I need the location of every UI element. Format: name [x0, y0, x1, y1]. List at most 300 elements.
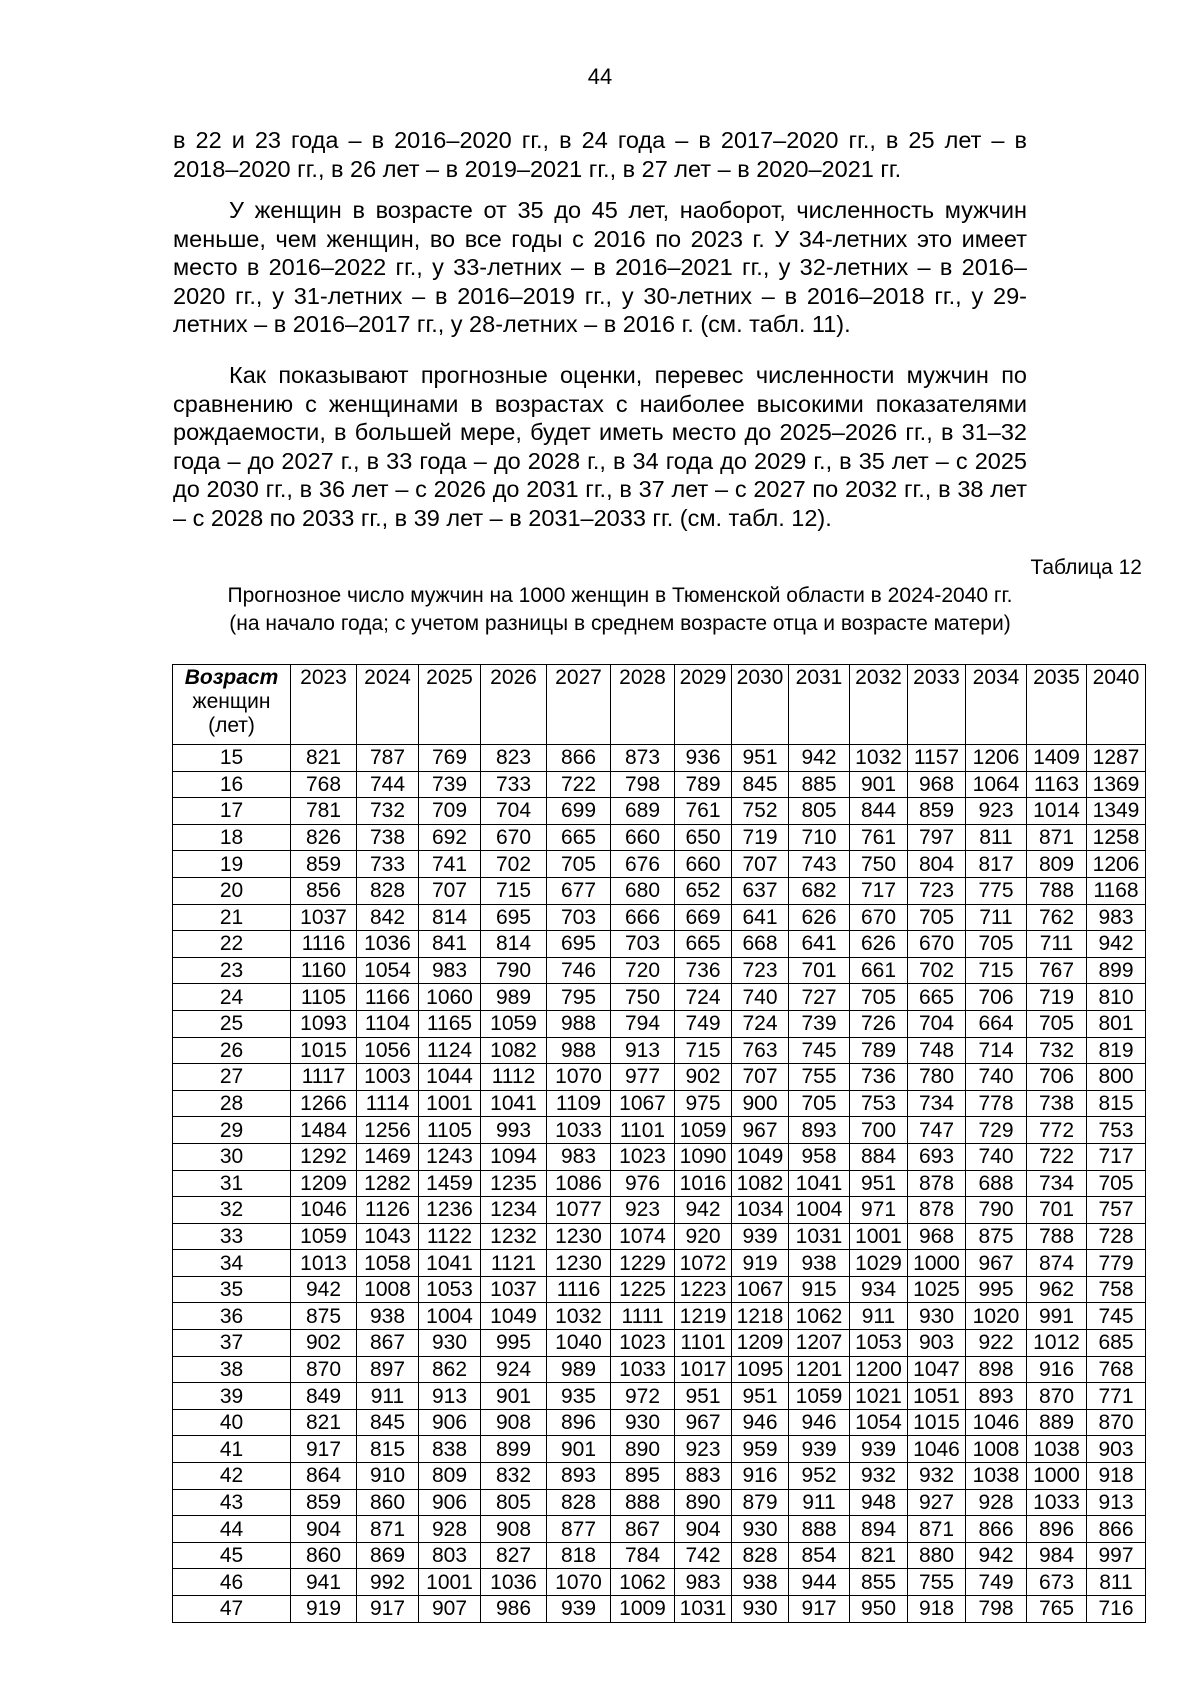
value-cell: 750 — [611, 984, 675, 1011]
value-cell: 1041 — [481, 1090, 547, 1117]
year-header: 2026 — [481, 665, 547, 745]
value-cell: 867 — [611, 1516, 675, 1543]
value-cell: 677 — [547, 877, 611, 904]
value-cell: 932 — [908, 1463, 966, 1490]
value-cell: 761 — [850, 824, 908, 851]
value-cell: 701 — [789, 957, 850, 984]
value-cell: 626 — [850, 931, 908, 958]
value-cell: 1044 — [419, 1064, 481, 1091]
value-cell: 1258 — [1087, 824, 1146, 851]
value-cell: 1062 — [611, 1569, 675, 1596]
value-cell: 1206 — [1087, 851, 1146, 878]
value-cell: 897 — [357, 1356, 419, 1383]
value-cell: 1029 — [850, 1250, 908, 1277]
value-cell: 1000 — [1027, 1463, 1087, 1490]
value-cell: 896 — [1027, 1516, 1087, 1543]
table-row — [173, 1463, 1146, 1490]
value-cell: 917 — [357, 1596, 419, 1623]
forecast-table — [172, 664, 1146, 1623]
value-cell: 1016 — [675, 1170, 732, 1197]
value-cell: 967 — [675, 1409, 732, 1436]
value-cell: 889 — [1027, 1409, 1087, 1436]
table-row — [173, 1303, 1146, 1330]
value-cell: 877 — [547, 1516, 611, 1543]
value-cell: 665 — [547, 824, 611, 851]
value-cell: 995 — [481, 1330, 547, 1357]
age-cell: 42 — [173, 1463, 291, 1490]
table-caption: Прогнозное число мужчин на 1000 женщин в Тюменской области в 2024-2040 гг. — [227, 584, 1013, 607]
value-cell: 789 — [850, 1037, 908, 1064]
value-cell: 705 — [547, 851, 611, 878]
table-body — [173, 745, 1146, 1623]
age-cell: 23 — [173, 957, 291, 984]
value-cell: 991 — [1027, 1303, 1087, 1330]
value-cell: 1036 — [481, 1569, 547, 1596]
table-row — [173, 1276, 1146, 1303]
value-cell: 1201 — [789, 1356, 850, 1383]
year-header: 2023 — [291, 665, 357, 745]
value-cell: 1031 — [789, 1223, 850, 1250]
value-cell: 818 — [547, 1542, 611, 1569]
value-cell: 871 — [1027, 824, 1087, 851]
value-cell: 1409 — [1027, 745, 1087, 772]
value-cell: 894 — [850, 1516, 908, 1543]
value-cell: 983 — [1087, 904, 1146, 931]
value-cell: 701 — [1027, 1197, 1087, 1224]
value-cell: 874 — [1027, 1250, 1087, 1277]
value-cell: 1036 — [357, 931, 419, 958]
value-cell: 946 — [789, 1409, 850, 1436]
value-cell: 875 — [966, 1223, 1027, 1250]
value-cell: 670 — [481, 824, 547, 851]
value-cell: 968 — [908, 1223, 966, 1250]
value-cell: 988 — [547, 1037, 611, 1064]
value-cell: 854 — [789, 1542, 850, 1569]
value-cell: 706 — [966, 984, 1027, 1011]
value-cell: 898 — [966, 1356, 1027, 1383]
age-cell: 30 — [173, 1143, 291, 1170]
value-cell: 903 — [908, 1330, 966, 1357]
value-cell: 1484 — [291, 1117, 357, 1144]
value-cell: 972 — [611, 1383, 675, 1410]
value-cell: 986 — [481, 1596, 547, 1623]
value-cell: 827 — [481, 1542, 547, 1569]
value-cell: 788 — [1027, 1223, 1087, 1250]
value-cell: 890 — [675, 1489, 732, 1516]
value-cell: 798 — [966, 1596, 1027, 1623]
value-cell: 828 — [732, 1542, 789, 1569]
value-cell: 883 — [675, 1463, 732, 1490]
table-row — [173, 1143, 1146, 1170]
value-cell: 1086 — [547, 1170, 611, 1197]
value-cell: 711 — [1027, 931, 1087, 958]
table-row — [173, 824, 1146, 851]
table-row — [173, 1356, 1146, 1383]
value-cell: 841 — [419, 931, 481, 958]
value-cell: 1046 — [908, 1436, 966, 1463]
value-cell: 704 — [481, 798, 547, 825]
value-cell: 1209 — [732, 1330, 789, 1357]
value-cell: 768 — [1087, 1356, 1146, 1383]
table-row — [173, 1064, 1146, 1091]
value-cell: 670 — [908, 931, 966, 958]
age-cell: 22 — [173, 931, 291, 958]
table-label: Таблица 12 — [1030, 556, 1142, 579]
value-cell: 917 — [291, 1436, 357, 1463]
value-cell: 1126 — [357, 1197, 419, 1224]
value-cell: 1001 — [419, 1569, 481, 1596]
value-cell: 875 — [291, 1303, 357, 1330]
value-cell: 715 — [966, 957, 1027, 984]
value-cell: 862 — [419, 1356, 481, 1383]
value-cell: 661 — [850, 957, 908, 984]
value-cell: 719 — [732, 824, 789, 851]
value-cell: 650 — [675, 824, 732, 851]
value-cell: 790 — [966, 1197, 1027, 1224]
table-header-row — [173, 665, 1146, 745]
value-cell: 1122 — [419, 1223, 481, 1250]
table-row — [173, 851, 1146, 878]
value-cell: 1060 — [419, 984, 481, 1011]
value-cell: 804 — [908, 851, 966, 878]
value-cell: 666 — [611, 904, 675, 931]
age-cell: 35 — [173, 1276, 291, 1303]
value-cell: 1266 — [291, 1090, 357, 1117]
value-cell: 959 — [732, 1436, 789, 1463]
value-cell: 920 — [675, 1223, 732, 1250]
value-cell: 749 — [966, 1569, 1027, 1596]
value-cell: 888 — [611, 1489, 675, 1516]
value-cell: 749 — [675, 1010, 732, 1037]
value-cell: 1225 — [611, 1276, 675, 1303]
value-cell: 801 — [1087, 1010, 1146, 1037]
table-row — [173, 1383, 1146, 1410]
value-cell: 906 — [419, 1409, 481, 1436]
value-cell: 815 — [357, 1436, 419, 1463]
table-row — [173, 771, 1146, 798]
value-cell: 1116 — [291, 931, 357, 958]
value-cell: 738 — [1027, 1090, 1087, 1117]
value-cell: 1101 — [675, 1330, 732, 1357]
value-cell: 1049 — [481, 1303, 547, 1330]
age-cell: 33 — [173, 1223, 291, 1250]
value-cell: 705 — [850, 984, 908, 1011]
value-cell: 901 — [481, 1383, 547, 1410]
year-header: 2034 — [966, 665, 1027, 745]
table-row — [173, 1250, 1146, 1277]
age-cell: 44 — [173, 1516, 291, 1543]
value-cell: 869 — [357, 1542, 419, 1569]
value-cell: 1015 — [291, 1037, 357, 1064]
value-cell: 856 — [291, 877, 357, 904]
value-cell: 660 — [611, 824, 675, 851]
value-cell: 997 — [1087, 1542, 1146, 1569]
value-cell: 885 — [789, 771, 850, 798]
value-cell: 838 — [419, 1436, 481, 1463]
value-cell: 772 — [1027, 1117, 1087, 1144]
value-cell: 669 — [675, 904, 732, 931]
value-cell: 849 — [291, 1383, 357, 1410]
value-cell: 668 — [732, 931, 789, 958]
value-cell: 1000 — [908, 1250, 966, 1277]
value-cell: 1234 — [481, 1197, 547, 1224]
value-cell: 1209 — [291, 1170, 357, 1197]
value-cell: 1117 — [291, 1064, 357, 1091]
value-cell: 913 — [611, 1037, 675, 1064]
value-cell: 995 — [966, 1276, 1027, 1303]
value-cell: 1056 — [357, 1037, 419, 1064]
value-cell: 695 — [547, 931, 611, 958]
value-cell: 750 — [850, 851, 908, 878]
table-row — [173, 931, 1146, 958]
year-header: 2027 — [547, 665, 611, 745]
value-cell: 682 — [789, 877, 850, 904]
value-cell: 866 — [547, 745, 611, 772]
value-cell: 968 — [908, 771, 966, 798]
value-cell: 930 — [732, 1516, 789, 1543]
value-cell: 705 — [789, 1090, 850, 1117]
value-cell: 992 — [357, 1569, 419, 1596]
value-cell: 913 — [419, 1383, 481, 1410]
value-cell: 930 — [908, 1303, 966, 1330]
value-cell: 1105 — [291, 984, 357, 1011]
value-cell: 720 — [611, 957, 675, 984]
age-cell: 37 — [173, 1330, 291, 1357]
age-cell: 28 — [173, 1090, 291, 1117]
value-cell: 942 — [1087, 931, 1146, 958]
value-cell: 1046 — [966, 1409, 1027, 1436]
value-cell: 932 — [850, 1463, 908, 1490]
value-cell: 916 — [1027, 1356, 1087, 1383]
value-cell: 1008 — [357, 1276, 419, 1303]
value-cell: 1166 — [357, 984, 419, 1011]
value-cell: 741 — [419, 851, 481, 878]
value-cell: 916 — [732, 1463, 789, 1490]
table-row — [173, 1330, 1146, 1357]
value-cell: 1020 — [966, 1303, 1027, 1330]
value-cell: 1074 — [611, 1223, 675, 1250]
value-cell: 873 — [611, 745, 675, 772]
value-cell: 1067 — [732, 1276, 789, 1303]
value-cell: 893 — [966, 1383, 1027, 1410]
value-cell: 845 — [357, 1409, 419, 1436]
age-cell: 47 — [173, 1596, 291, 1623]
value-cell: 1218 — [732, 1303, 789, 1330]
value-cell: 845 — [732, 771, 789, 798]
value-cell: 915 — [789, 1276, 850, 1303]
value-cell: 962 — [1027, 1276, 1087, 1303]
value-cell: 1003 — [357, 1064, 419, 1091]
value-cell: 930 — [419, 1330, 481, 1357]
value-cell: 790 — [481, 957, 547, 984]
value-cell: 795 — [547, 984, 611, 1011]
value-cell: 918 — [908, 1596, 966, 1623]
value-cell: 989 — [481, 984, 547, 1011]
value-cell: 703 — [611, 931, 675, 958]
table-row — [173, 1037, 1146, 1064]
value-cell: 717 — [1087, 1143, 1146, 1170]
value-cell: 1369 — [1087, 771, 1146, 798]
age-cell: 39 — [173, 1383, 291, 1410]
value-cell: 958 — [789, 1143, 850, 1170]
value-cell: 811 — [1087, 1569, 1146, 1596]
value-cell: 704 — [908, 1010, 966, 1037]
value-cell: 935 — [547, 1383, 611, 1410]
value-cell: 1157 — [908, 745, 966, 772]
value-cell: 1093 — [291, 1010, 357, 1037]
year-header: 2028 — [611, 665, 675, 745]
value-cell: 855 — [850, 1569, 908, 1596]
value-cell: 1229 — [611, 1250, 675, 1277]
value-cell: 797 — [908, 824, 966, 851]
value-cell: 641 — [732, 904, 789, 931]
value-cell: 1059 — [789, 1383, 850, 1410]
value-cell: 758 — [1087, 1276, 1146, 1303]
value-cell: 918 — [1087, 1463, 1146, 1490]
value-cell: 664 — [966, 1010, 1027, 1037]
table-row — [173, 904, 1146, 931]
value-cell: 867 — [357, 1330, 419, 1357]
value-cell: 1040 — [547, 1330, 611, 1357]
value-cell: 871 — [357, 1516, 419, 1543]
age-cell: 26 — [173, 1037, 291, 1064]
value-cell: 1032 — [547, 1303, 611, 1330]
value-cell: 724 — [675, 984, 732, 1011]
value-cell: 757 — [1087, 1197, 1146, 1224]
value-cell: 983 — [547, 1143, 611, 1170]
value-cell: 702 — [908, 957, 966, 984]
value-cell: 939 — [732, 1223, 789, 1250]
year-header: 2024 — [357, 665, 419, 745]
value-cell: 1070 — [547, 1064, 611, 1091]
value-cell: 821 — [850, 1542, 908, 1569]
value-cell: 641 — [789, 931, 850, 958]
value-cell: 711 — [966, 904, 1027, 931]
value-cell: 884 — [850, 1143, 908, 1170]
value-cell: 732 — [1027, 1037, 1087, 1064]
value-cell: 747 — [908, 1117, 966, 1144]
table-row — [173, 1516, 1146, 1543]
value-cell: 680 — [611, 877, 675, 904]
value-cell: 789 — [675, 771, 732, 798]
value-cell: 859 — [291, 851, 357, 878]
value-cell: 779 — [1087, 1250, 1146, 1277]
value-cell: 626 — [789, 904, 850, 931]
value-cell: 938 — [732, 1569, 789, 1596]
value-cell: 902 — [291, 1330, 357, 1357]
value-cell: 814 — [481, 931, 547, 958]
value-cell: 924 — [481, 1356, 547, 1383]
value-cell: 1053 — [419, 1276, 481, 1303]
value-cell: 1059 — [291, 1223, 357, 1250]
value-cell: 1001 — [850, 1223, 908, 1250]
value-cell: 768 — [291, 771, 357, 798]
value-cell: 699 — [547, 798, 611, 825]
value-cell: 866 — [1087, 1516, 1146, 1543]
value-cell: 1090 — [675, 1143, 732, 1170]
value-cell: 907 — [419, 1596, 481, 1623]
value-cell: 908 — [481, 1409, 547, 1436]
value-cell: 693 — [908, 1143, 966, 1170]
value-cell: 993 — [481, 1117, 547, 1144]
value-cell: 722 — [1027, 1143, 1087, 1170]
value-cell: 1459 — [419, 1170, 481, 1197]
value-cell: 769 — [419, 745, 481, 772]
value-cell: 828 — [547, 1489, 611, 1516]
age-cell: 18 — [173, 824, 291, 851]
value-cell: 1046 — [291, 1197, 357, 1224]
value-cell: 692 — [419, 824, 481, 851]
value-cell: 688 — [966, 1170, 1027, 1197]
value-cell: 794 — [611, 1010, 675, 1037]
value-cell: 805 — [481, 1489, 547, 1516]
value-cell: 821 — [291, 745, 357, 772]
age-cell: 25 — [173, 1010, 291, 1037]
value-cell: 1163 — [1027, 771, 1087, 798]
value-cell: 1001 — [419, 1090, 481, 1117]
value-cell: 700 — [850, 1117, 908, 1144]
value-cell: 866 — [966, 1516, 1027, 1543]
value-cell: 805 — [789, 798, 850, 825]
value-cell: 740 — [732, 984, 789, 1011]
value-cell: 828 — [357, 877, 419, 904]
value-cell: 778 — [966, 1090, 1027, 1117]
age-cell: 29 — [173, 1117, 291, 1144]
value-cell: 821 — [291, 1409, 357, 1436]
table-row — [173, 1090, 1146, 1117]
value-cell: 1023 — [611, 1143, 675, 1170]
value-cell: 1033 — [611, 1356, 675, 1383]
value-cell: 1012 — [1027, 1330, 1087, 1357]
value-cell: 763 — [732, 1037, 789, 1064]
value-cell: 767 — [1027, 957, 1087, 984]
value-cell: 736 — [675, 957, 732, 984]
value-cell: 733 — [357, 851, 419, 878]
paragraph-2: У женщин в возрасте от 35 до 45 лет, наоборот, численность мужчин меньше, чем женщин, во все годы с 2016 по 2023 г. У 34-летних это имеет место в 2016–2022 гг., у 33-летних – в 2016–2021 гг., у 32-летних – в 2016–2020 гг., у 31-летних – в 2016–2019 гг., у 30-летних – в 2016–2018 гг., у 29-летних – в 2016–2017 гг., у 28-летних – в 2016 г. (см. табл. 11). — [173, 197, 1027, 337]
value-cell: 722 — [547, 771, 611, 798]
value-cell: 1014 — [1027, 798, 1087, 825]
value-cell: 1070 — [547, 1569, 611, 1596]
age-cell: 19 — [173, 851, 291, 878]
age-cell: 21 — [173, 904, 291, 931]
value-cell: 665 — [908, 984, 966, 1011]
value-cell: 890 — [611, 1436, 675, 1463]
value-cell: 1200 — [850, 1356, 908, 1383]
value-cell: 826 — [291, 824, 357, 851]
value-cell: 971 — [850, 1197, 908, 1224]
value-cell: 1114 — [357, 1090, 419, 1117]
value-cell: 879 — [732, 1489, 789, 1516]
value-cell: 1168 — [1087, 877, 1146, 904]
value-cell: 1223 — [675, 1276, 732, 1303]
value-cell: 734 — [1027, 1170, 1087, 1197]
value-cell: 652 — [675, 877, 732, 904]
value-cell: 1235 — [481, 1170, 547, 1197]
value-cell: 948 — [850, 1489, 908, 1516]
value-cell: 1067 — [611, 1090, 675, 1117]
value-cell: 745 — [1087, 1303, 1146, 1330]
year-header: 2033 — [908, 665, 966, 745]
value-cell: 1349 — [1087, 798, 1146, 825]
year-header: 2031 — [789, 665, 850, 745]
value-cell: 923 — [675, 1436, 732, 1463]
value-cell: 844 — [850, 798, 908, 825]
value-cell: 660 — [675, 851, 732, 878]
age-cell: 43 — [173, 1489, 291, 1516]
value-cell: 928 — [419, 1516, 481, 1543]
age-cell: 38 — [173, 1356, 291, 1383]
value-cell: 951 — [732, 1383, 789, 1410]
